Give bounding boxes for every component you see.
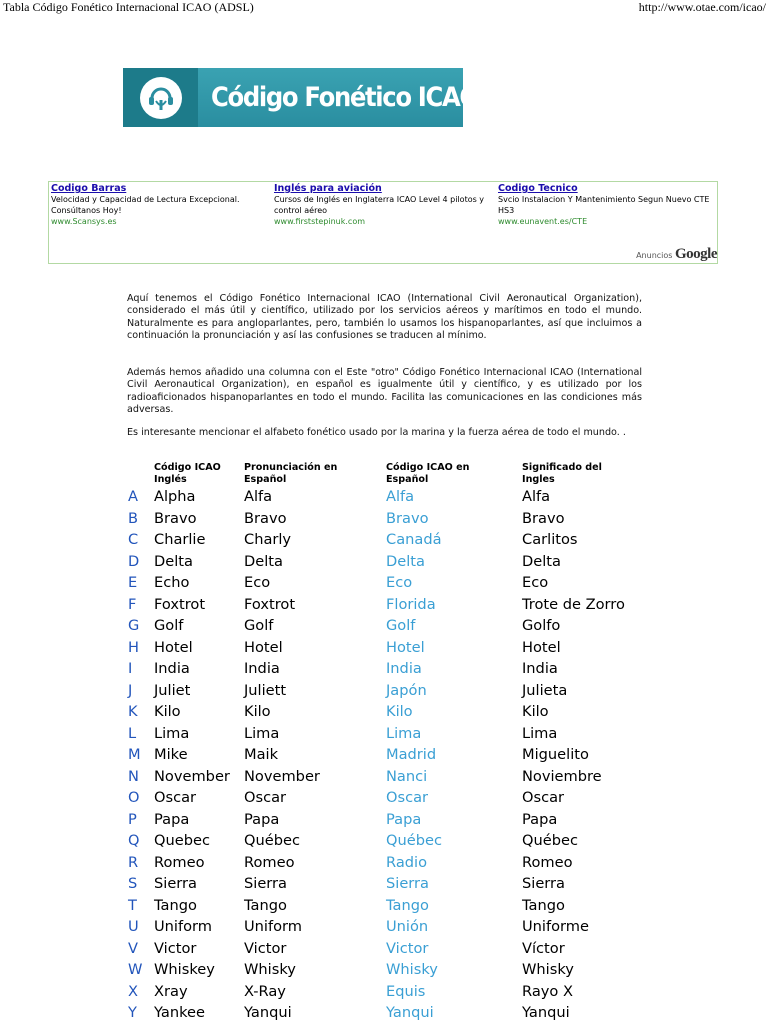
row-letter: C	[128, 531, 139, 548]
icao-english-cell: Juliet	[154, 681, 191, 699]
table-row	[0, 617, 768, 638]
meaning-cell: Lima	[522, 724, 558, 742]
pronunciation-cell: Delta	[244, 552, 283, 570]
icao-english-cell: Lima	[154, 724, 190, 742]
ad-description: Velocidad y Capacidad de Lectura Excepcional. Consúltanos Hoy!	[51, 195, 240, 215]
pronunciation-cell: November	[244, 767, 320, 785]
icao-spanish-cell: Equis	[386, 982, 426, 1000]
icao-spanish-cell: Sierra	[386, 875, 429, 892]
ad-item[interactable]	[498, 183, 714, 227]
row-letter: B	[128, 509, 139, 527]
icao-english-cell: Yankee	[154, 1004, 205, 1021]
pronunciation-cell: Alfa	[244, 488, 273, 505]
banner-title: Código Fonético ICAO	[211, 82, 479, 113]
icao-spanish-cell: Canadá	[386, 531, 442, 548]
ad-url[interactable]: www.Scansys.es	[51, 217, 117, 226]
table-row	[0, 983, 768, 1004]
meaning-cell: Delta	[522, 552, 561, 570]
meaning-cell: Kilo	[522, 703, 549, 720]
meaning-cell: Tango	[522, 896, 565, 914]
ad-item[interactable]	[274, 183, 490, 227]
table-row	[0, 660, 768, 681]
row-letter: A	[128, 488, 138, 505]
row-letter: D	[128, 552, 140, 570]
icao-english-cell: November	[154, 767, 230, 785]
icao-spanish-cell: Radio	[386, 853, 428, 871]
pronunciation-cell: Oscar	[244, 789, 287, 806]
table-row	[0, 918, 768, 939]
icao-english-cell: Kilo	[154, 703, 181, 720]
ad-description: Svcio Instalacion Y Mantenimiento Segun Nuevo CTE HS3	[498, 195, 710, 215]
pronunciation-cell: Golf	[244, 617, 274, 634]
table-row	[0, 510, 768, 531]
icao-english-cell: Mike	[154, 746, 188, 763]
pronunciation-cell: Maik	[244, 746, 279, 763]
meaning-cell: Noviembre	[522, 767, 602, 785]
icao-spanish-cell: India	[386, 660, 422, 677]
meaning-cell: Uniforme	[522, 918, 589, 935]
meaning-cell: Carlitos	[522, 531, 578, 548]
pronunciation-cell: Sierra	[244, 875, 287, 892]
icao-spanish-cell: Bravo	[386, 509, 429, 527]
meaning-cell: Julieta	[522, 681, 568, 699]
table-row	[0, 682, 768, 703]
row-letter: N	[128, 767, 139, 785]
meaning-cell: Papa	[522, 810, 558, 828]
row-letter: M	[128, 746, 141, 763]
row-letter: F	[128, 595, 137, 613]
icao-english-cell: Hotel	[154, 638, 193, 656]
pronunciation-cell: Juliett	[244, 681, 287, 699]
pronunciation-cell: Papa	[244, 810, 280, 828]
meaning-cell: Rayo X	[522, 982, 573, 1000]
table-row	[0, 746, 768, 767]
intro-paragraph: Aquí tenemos el Código Fonético Internacional ICAO (International Civil Aeronautical Organization), considerado el más útil y científico, utilizado por los servicios aéreos y marítimos en todo el mundo. Naturalmente es para angloparlantes, pero, también lo usamos los hispanoparlantes, así que incluimos a continuación la pronunciación y así las confusiones se traducen al mínimo.	[127, 293, 642, 341]
pronunciation-cell: Yanqui	[244, 1004, 292, 1021]
pronunciation-cell: Charly	[244, 531, 292, 548]
row-letter: P	[128, 810, 137, 828]
column-header-icao-spanish: Código ICAO en Español	[386, 462, 470, 485]
table-row	[0, 488, 768, 509]
table-row	[0, 1004, 768, 1025]
icao-spanish-cell: Golf	[386, 617, 416, 634]
row-letter: X	[128, 982, 138, 1000]
table-row	[0, 811, 768, 832]
icao-english-cell: Bravo	[154, 509, 197, 527]
ad-title-link[interactable]: Codigo Tecnico	[498, 183, 578, 194]
pronunciation-cell: Romeo	[244, 853, 295, 871]
icao-english-cell: Foxtrot	[154, 595, 206, 613]
icao-spanish-cell: Unión	[386, 918, 429, 935]
icao-spanish-cell: Whisky	[386, 961, 438, 978]
icao-english-cell: Golf	[154, 617, 184, 634]
pronunciation-cell: Kilo	[244, 703, 271, 720]
google-logo: Google	[675, 246, 717, 262]
spanish-code-paragraph: Además hemos añadido una columna con el Este "otro" Código Fonético Internacional ICAO (International Civil Aeronautical Organization), en español es igualmente útil y científico, y es utilizado por los radioaficionados hispanoparlantes en todo el mundo. Facilita las comunicaciones en las condiciones más adversas.	[127, 367, 642, 415]
icao-spanish-cell: Victor	[386, 939, 429, 957]
icao-english-cell: Echo	[154, 574, 190, 591]
column-header-icao-english: Código ICAO Inglés	[154, 462, 221, 485]
icao-english-cell: Papa	[154, 810, 190, 828]
meaning-cell: India	[522, 660, 558, 677]
ad-item[interactable]	[51, 183, 267, 227]
document-title: Tabla Código Fonético Internacional ICAO (ADSL)	[3, 0, 254, 14]
icao-english-cell: Victor	[154, 939, 197, 957]
icao-spanish-cell: Papa	[386, 810, 422, 828]
icao-english-cell: Sierra	[154, 875, 197, 892]
table-row	[0, 553, 768, 574]
table-row	[0, 789, 768, 810]
pronunciation-cell: Uniform	[244, 918, 303, 935]
icao-english-cell: Oscar	[154, 789, 197, 806]
icao-spanish-cell: Alfa	[386, 488, 415, 505]
icao-spanish-cell: Eco	[386, 574, 413, 591]
meaning-cell: Alfa	[522, 488, 551, 505]
meaning-cell: Sierra	[522, 875, 565, 892]
pronunciation-cell: Lima	[244, 724, 280, 742]
pronunciation-cell: Hotel	[244, 638, 283, 656]
meaning-cell: Québec	[522, 832, 578, 849]
meaning-cell: Víctor	[522, 939, 565, 957]
table-row	[0, 961, 768, 982]
row-letter: W	[128, 961, 143, 978]
table-row	[0, 574, 768, 595]
row-letter: U	[128, 918, 139, 935]
icao-spanish-cell: Lima	[386, 724, 422, 742]
ad-url[interactable]: www.firststepinuk.com	[274, 217, 365, 226]
row-letter: E	[128, 574, 138, 591]
table-row	[0, 768, 768, 789]
row-letter: R	[128, 853, 139, 871]
table-row	[0, 639, 768, 660]
column-header-meaning: Significado del Ingles	[522, 462, 602, 485]
row-letter: K	[128, 703, 138, 720]
ad-title-link[interactable]: Inglés para aviación	[274, 183, 382, 194]
table-row	[0, 832, 768, 853]
meaning-cell: Trote de Zorro	[522, 595, 625, 613]
meaning-cell: Eco	[522, 574, 549, 591]
column-header-pronunciation: Pronunciación en Español	[244, 462, 338, 485]
pronunciation-cell: Victor	[244, 939, 287, 957]
meaning-cell: Oscar	[522, 789, 565, 806]
row-letter: O	[128, 789, 140, 806]
ad-title-link[interactable]: Codigo Barras	[51, 183, 127, 194]
icao-spanish-cell: Florida	[386, 595, 436, 613]
icao-spanish-cell: Nanci	[386, 767, 428, 785]
table-row	[0, 531, 768, 552]
icao-english-cell: Quebec	[154, 832, 210, 849]
meaning-cell: Romeo	[522, 853, 573, 871]
table-row	[0, 940, 768, 961]
icao-spanish-cell: Delta	[386, 552, 425, 570]
row-letter: H	[128, 638, 139, 656]
row-letter: T	[128, 896, 137, 914]
icao-english-cell: Delta	[154, 552, 193, 570]
meaning-cell: Hotel	[522, 638, 561, 656]
row-letter: S	[128, 875, 138, 892]
icao-spanish-cell: Oscar	[386, 789, 429, 806]
table-row	[0, 725, 768, 746]
pronunciation-cell: Foxtrot	[244, 595, 296, 613]
row-letter: L	[128, 724, 137, 742]
icao-english-cell: Xray	[154, 982, 188, 1000]
ads-box	[48, 181, 718, 264]
icao-spanish-cell: Madrid	[386, 746, 437, 763]
meaning-cell: Miguelito	[522, 746, 589, 763]
row-letter: Q	[128, 832, 140, 849]
icao-english-cell: Uniform	[154, 918, 213, 935]
pronunciation-cell: Tango	[244, 896, 287, 914]
table-row	[0, 596, 768, 617]
pronunciation-cell: Bravo	[244, 509, 287, 527]
row-letter: I	[128, 660, 133, 677]
row-letter: Y	[128, 1004, 137, 1021]
ads-by-google[interactable]	[636, 246, 717, 263]
icao-spanish-cell: Japón	[386, 681, 427, 699]
icao-english-cell: Tango	[154, 896, 197, 914]
meaning-cell: Bravo	[522, 509, 565, 527]
pronunciation-cell: X-Ray	[244, 982, 286, 1000]
meaning-cell: Yanqui	[522, 1004, 570, 1021]
table-row	[0, 854, 768, 875]
document-url: http://www.otae.com/icao/	[638, 0, 766, 14]
icao-english-cell: Whiskey	[154, 961, 215, 978]
icao-spanish-cell: Kilo	[386, 703, 413, 720]
ad-url[interactable]: www.eunavent.es/CTE	[498, 217, 588, 226]
icao-spanish-cell: Hotel	[386, 638, 425, 656]
banner-logo	[123, 68, 198, 127]
ads-by-prefix: Anuncios	[636, 251, 673, 260]
meaning-cell: Golfo	[522, 617, 561, 634]
ad-description: Cursos de Inglés en Inglaterra ICAO Level 4 pilotos y control aéreo	[274, 195, 485, 215]
military-alphabet-paragraph: Es interesante mencionar el alfabeto fonético usado por la marina y la fuerza aérea de todo el mundo. .	[127, 427, 626, 438]
row-letter: V	[128, 939, 138, 957]
meaning-cell: Whisky	[522, 961, 574, 978]
icao-english-cell: Charlie	[154, 531, 206, 548]
table-row	[0, 875, 768, 896]
table-row	[0, 897, 768, 918]
icao-spanish-cell: Yanqui	[386, 1004, 434, 1021]
icao-spanish-cell: Québec	[386, 832, 442, 849]
headset-icon	[140, 77, 182, 119]
icao-english-cell: Alpha	[154, 488, 196, 505]
page-banner	[123, 68, 479, 127]
row-letter: J	[128, 681, 133, 699]
row-letter: G	[128, 617, 140, 634]
pronunciation-cell: Eco	[244, 574, 271, 591]
icao-english-cell: India	[154, 660, 190, 677]
pronunciation-cell: Québec	[244, 832, 300, 849]
icao-spanish-cell: Tango	[386, 896, 429, 914]
pronunciation-cell: Whisky	[244, 961, 296, 978]
pronunciation-cell: India	[244, 660, 280, 677]
icao-english-cell: Romeo	[154, 853, 205, 871]
table-row	[0, 703, 768, 724]
